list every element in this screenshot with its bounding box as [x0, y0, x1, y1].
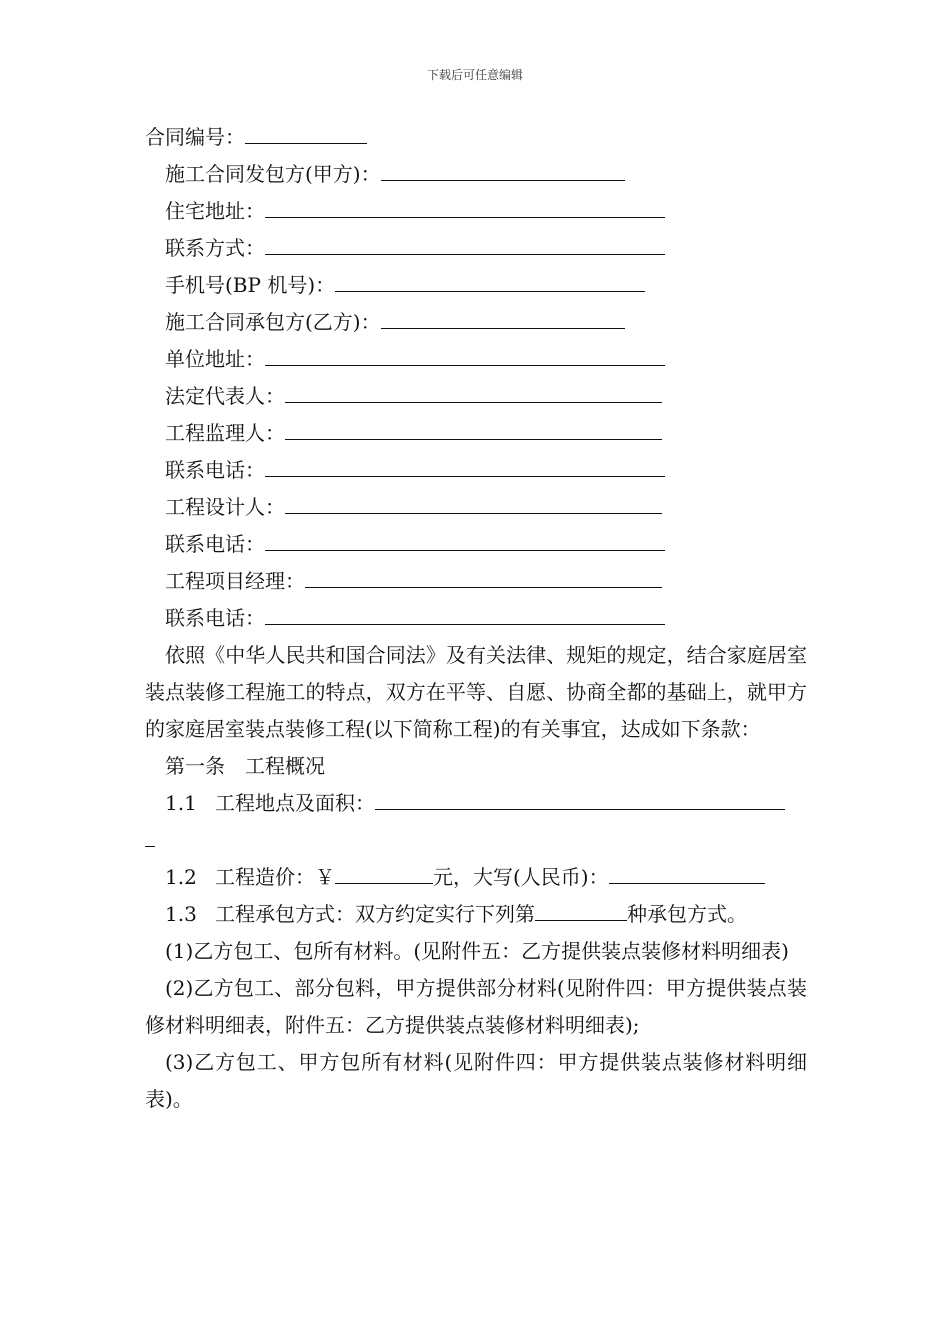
item-1-3 [145, 896, 807, 933]
field-mobile [145, 267, 807, 304]
field-company-address [145, 341, 807, 378]
blank-line[interactable] [609, 859, 765, 884]
item-label-mid: 元，大写(人民币)： [433, 865, 609, 889]
blank-line[interactable] [265, 230, 665, 255]
field-contact-method [145, 230, 807, 267]
blank-line[interactable] [265, 526, 665, 551]
field-label: 施工合同承包方(乙方)： [165, 310, 381, 334]
field-label: 工程监理人： [165, 421, 285, 445]
blank-line[interactable] [285, 415, 662, 440]
blank-line[interactable] [305, 563, 662, 588]
field-label: 联系电话： [165, 458, 265, 482]
option-3: (3)乙方包工、甲方包所有材料(见附件四：甲方提供装点装修材料明细表)。 [145, 1050, 807, 1111]
contract-body [145, 119, 807, 1118]
item-label: 工程造价：￥ [215, 865, 335, 889]
blank-line[interactable] [285, 489, 662, 514]
blank-line[interactable] [265, 193, 665, 218]
field-supervisor [145, 415, 807, 452]
field-label: 单位地址： [165, 347, 265, 371]
field-label: 施工合同发包方(甲方)： [165, 162, 381, 186]
item-1-1-continuation [145, 822, 807, 859]
field-phone-1 [145, 452, 807, 489]
field-phone-3 [145, 600, 807, 637]
item-1-2 [145, 859, 807, 896]
field-contract-number [145, 119, 807, 156]
field-project-manager [145, 563, 807, 600]
blank-line[interactable] [381, 156, 625, 181]
field-label: 联系电话： [165, 606, 265, 630]
field-designer [145, 489, 807, 526]
field-label: 住宅地址： [165, 199, 265, 223]
blank-line[interactable] [335, 267, 645, 292]
item-number: 1.3 [165, 902, 197, 926]
blank-line[interactable] [145, 822, 155, 847]
blank-line[interactable] [375, 785, 785, 810]
intro-paragraph: 依照《中华人民共和国合同法》及有关法律、规矩的规定，结合家庭居室装点装修工程施工的特点，双方在平等、自愿、协商全都的基础上，就甲方的家庭居室装点装修工程(以下简称工程)的有关事宜，达成如下条款： [145, 643, 807, 741]
blank-line[interactable] [535, 896, 627, 921]
blank-line[interactable] [381, 304, 625, 329]
field-label: 联系方式： [165, 236, 265, 260]
field-legal-rep [145, 378, 807, 415]
blank-line[interactable] [285, 378, 662, 403]
blank-line[interactable] [265, 452, 665, 477]
item-label: 工程地点及面积： [215, 791, 375, 815]
field-party-b [145, 304, 807, 341]
item-1-1 [145, 785, 807, 822]
blank-line[interactable] [245, 119, 367, 144]
blank-line[interactable] [265, 600, 665, 625]
article-1-title: 第一条 工程概况 [165, 754, 325, 778]
field-label: 手机号(BP 机号)： [165, 273, 336, 297]
item-tail: 种承包方式。 [627, 902, 747, 926]
field-phone-2 [145, 526, 807, 563]
field-label: 法定代表人： [165, 384, 285, 408]
field-label: 工程设计人： [165, 495, 285, 519]
field-home-address [145, 193, 807, 230]
item-number: 1.2 [165, 865, 197, 889]
field-party-a [145, 156, 807, 193]
page-header: 下载后可任意编辑 [426, 68, 523, 82]
item-number: 1.1 [165, 791, 197, 815]
option-1: (1)乙方包工、包所有材料。(见附件五：乙方提供装点装修材料明细表) [165, 939, 789, 963]
field-label: 工程项目经理： [165, 569, 305, 593]
option-2: (2)乙方包工、部分包料，甲方提供部分材料(见附件四：甲方提供装点装修材料明细表，附件五：乙方提供装点装修材料明细表); [145, 976, 807, 1037]
field-label: 联系电话： [165, 532, 265, 556]
blank-line[interactable] [265, 341, 665, 366]
blank-line[interactable] [335, 859, 433, 884]
field-label: 合同编号： [145, 125, 245, 149]
item-label: 工程承包方式：双方约定实行下列第 [215, 902, 535, 926]
